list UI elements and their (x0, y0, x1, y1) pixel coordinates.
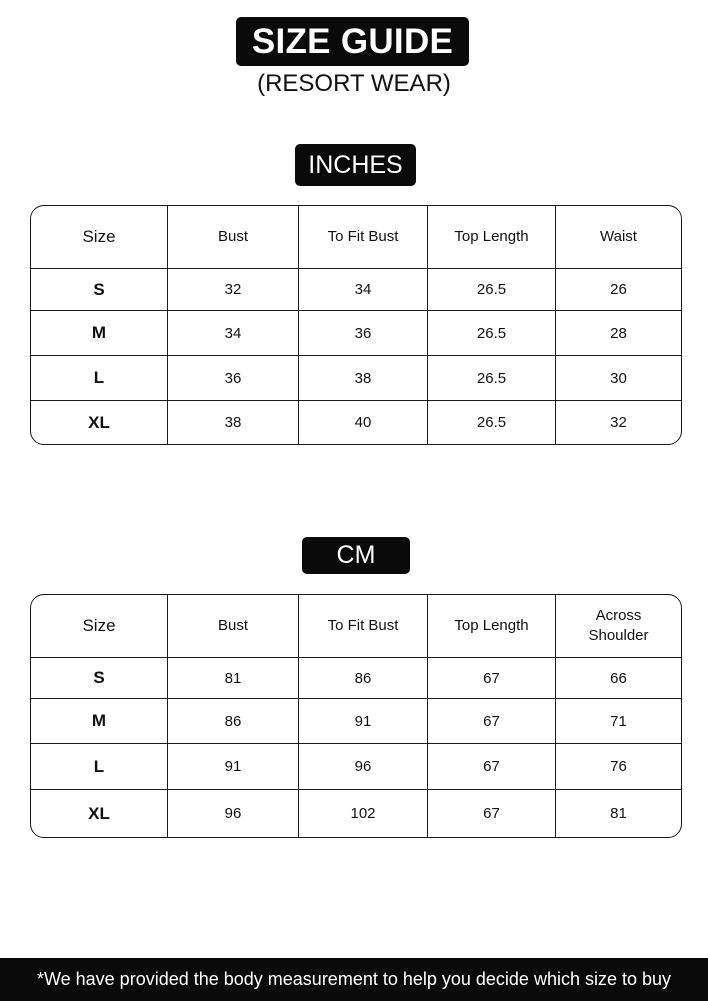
value-cell: 86 (168, 699, 299, 744)
size-cell: S (31, 269, 168, 311)
value-cell: 71 (556, 699, 681, 744)
value-cell: 28 (556, 311, 681, 356)
table-row (31, 699, 681, 744)
value-cell: 30 (556, 356, 681, 401)
column-header-top-length: Top Length (428, 595, 556, 658)
value-cell: 36 (299, 311, 428, 356)
size-cell: XL (31, 401, 168, 444)
value-cell: 96 (299, 744, 428, 790)
value-cell: 26.5 (428, 311, 556, 356)
value-cell: 91 (299, 699, 428, 744)
column-header-across-shoulder: Across Shoulder (556, 595, 681, 658)
value-cell: 40 (299, 401, 428, 444)
value-cell: 91 (168, 744, 299, 790)
value-cell: 32 (610, 414, 627, 431)
column-header-to-fit-bust: To Fit Bust (299, 206, 428, 269)
table-row (31, 658, 681, 699)
column-header-size: Size (31, 206, 168, 269)
size-cell: S (31, 658, 168, 699)
size-cell: L (31, 356, 168, 401)
value-cell: 34 (299, 269, 428, 311)
value-cell: 66 (556, 658, 681, 699)
value-cell: 38 (299, 356, 428, 401)
value-cell: 86 (299, 658, 428, 699)
table-row (31, 311, 681, 356)
value-cell: 81 (168, 658, 299, 699)
cm-section-label: CM (302, 537, 410, 574)
page-subtitle: (RESORT WEAR) (257, 70, 451, 97)
page-title: SIZE GUIDE (236, 17, 469, 66)
column-header-bust: Bust (168, 595, 299, 658)
column-header-to-fit-bust: To Fit Bust (299, 595, 428, 658)
cm-header-row (31, 595, 681, 658)
value-cell: 26.5 (428, 356, 556, 401)
size-cell: XL (31, 790, 168, 837)
value-cell: 96 (168, 790, 299, 837)
value-cell: 81 (610, 805, 627, 822)
size-cell: L (31, 744, 168, 790)
inches-size-table (30, 205, 682, 445)
column-header-bust: Bust (168, 206, 299, 269)
size-cell: M (31, 311, 168, 356)
cm-size-table (30, 594, 682, 838)
table-row (31, 356, 681, 401)
footer-disclaimer: *We have provided the body measurement to help you decide which size to buy (0, 958, 708, 1001)
column-header-top-length: Top Length (428, 206, 556, 269)
value-cell: 26 (556, 269, 681, 311)
value-cell: 76 (556, 744, 681, 790)
table-row (31, 744, 681, 790)
table-row (31, 269, 681, 311)
value-cell: 26.5 (428, 269, 556, 311)
value-cell: 67 (428, 658, 556, 699)
inches-header-row (31, 206, 681, 269)
value-cell: 67 (428, 699, 556, 744)
inches-section-label: INCHES (295, 144, 416, 186)
table-row (31, 790, 681, 837)
value-cell: 26.5 (428, 401, 556, 444)
value-cell: 34 (168, 311, 299, 356)
value-cell: 36 (168, 356, 299, 401)
table-row (31, 401, 681, 444)
size-cell: M (31, 699, 168, 744)
value-cell: 32 (168, 269, 299, 311)
value-cell: 67 (428, 744, 556, 790)
value-cell: 102 (299, 790, 428, 837)
value-cell: 67 (428, 790, 556, 837)
column-header-waist: Waist (556, 206, 681, 269)
value-cell: 38 (168, 401, 299, 444)
column-header-size: Size (31, 595, 168, 658)
